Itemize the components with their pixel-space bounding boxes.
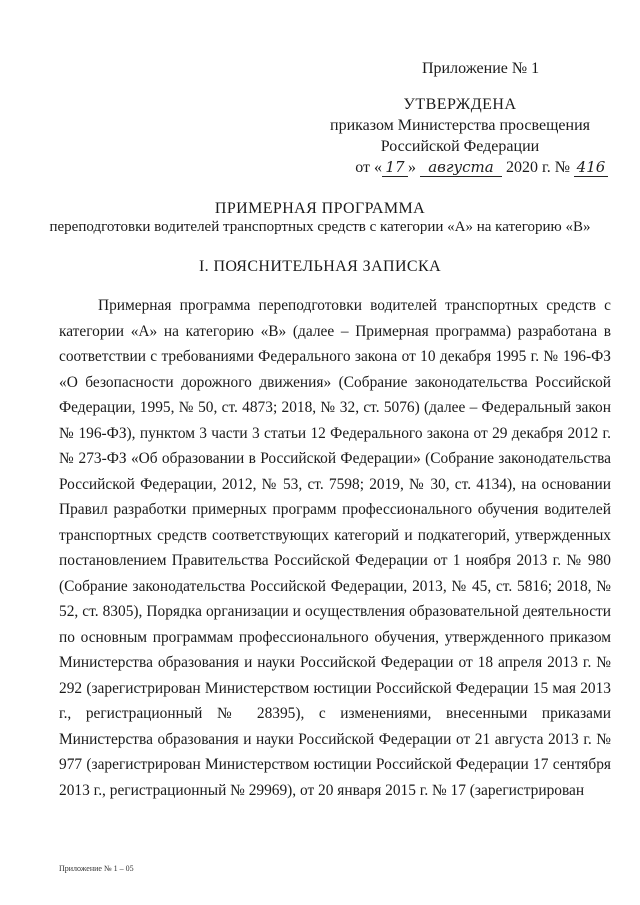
handwritten-order-number: 416: [574, 159, 608, 177]
section-heading: I. ПОЯСНИТЕЛЬНАЯ ЗАПИСКА: [198, 258, 442, 275]
date-prefix: от «: [355, 159, 382, 176]
approved-title: УТВЕРЖДЕНА: [403, 96, 517, 113]
order-line-ministry: приказом Министерства просвещения: [330, 117, 590, 134]
page-footer: Приложение № 1 – 05: [59, 864, 134, 873]
program-subtitle: переподготовки водителей транспортных средств с категории «А» на категорию «В»: [49, 219, 591, 235]
handwritten-day: 17: [382, 159, 408, 177]
approval-block: [310, 94, 610, 178]
appendix-label: Приложение № 1: [422, 60, 540, 77]
date-year: 2020 г. №: [505, 159, 570, 176]
program-title: ПРИМЕРНАЯ ПРОГРАММА: [214, 200, 426, 217]
order-line-federation: Российской Федерации: [380, 138, 540, 155]
handwritten-month: августа: [420, 159, 502, 177]
explanatory-paragraph: Примерная программа переподготовки водителей транспортных средств с категории «А» на категорию «В» (далее – Примерная программа) разработана в соответствии с требованиями Федерального закона от 10 декабря 1995 г. № 196-ФЗ «О безопасности дорожного движения» (Собрание законодательства Российской Федерации, 1995, № 50, ст. 4873; 2018, № 32, ст. 5076) (далее – Федеральный закон № 196-ФЗ), пунктом 3 части 3 статьи 12 Федерального закона от 29 декабря 2012 г. № 273-ФЗ «Об образовании в Российской Федерации» (Собрание законодательства Российской Федерации, 2012, № 53, ст. 7598; 2019, № 30, ст. 4134), на основании Правил разработки примерных программ профессионального обучения водителей транспортных средств соответствующих категорий и подкатегорий, утвержденных постановлением Правительства Российской Федерации от 1 ноября 2013 г. № 980 (Собрание законодательства Российской Федерации, 2013, № 45, ст. 5816; 2018, № 52, ст. 8305), Порядка организации и осуществления образовательной деятельности по основным программам профессионального обучения, утвержденного приказом Министерства образования и науки Российской Федерации от 18 апреля 2013 г. № 292 (зарегистрирован Министерством юстиции Российской Федерации 15 мая 2013 г., регистрационный № 28395), с изменениями, внесенными приказами Министерства образования и науки Российской Федерации от 21 августа 2013 г. № 977 (зарегистрирован Министерством юстиции Российской Федерации 17 сентября 2013 г., регистрационный № 29969), от 20 января 2015 г. № 17 (зарегистрирован: [59, 297, 611, 799]
order-date-line: [310, 157, 610, 178]
date-quote-close: »: [407, 159, 416, 176]
